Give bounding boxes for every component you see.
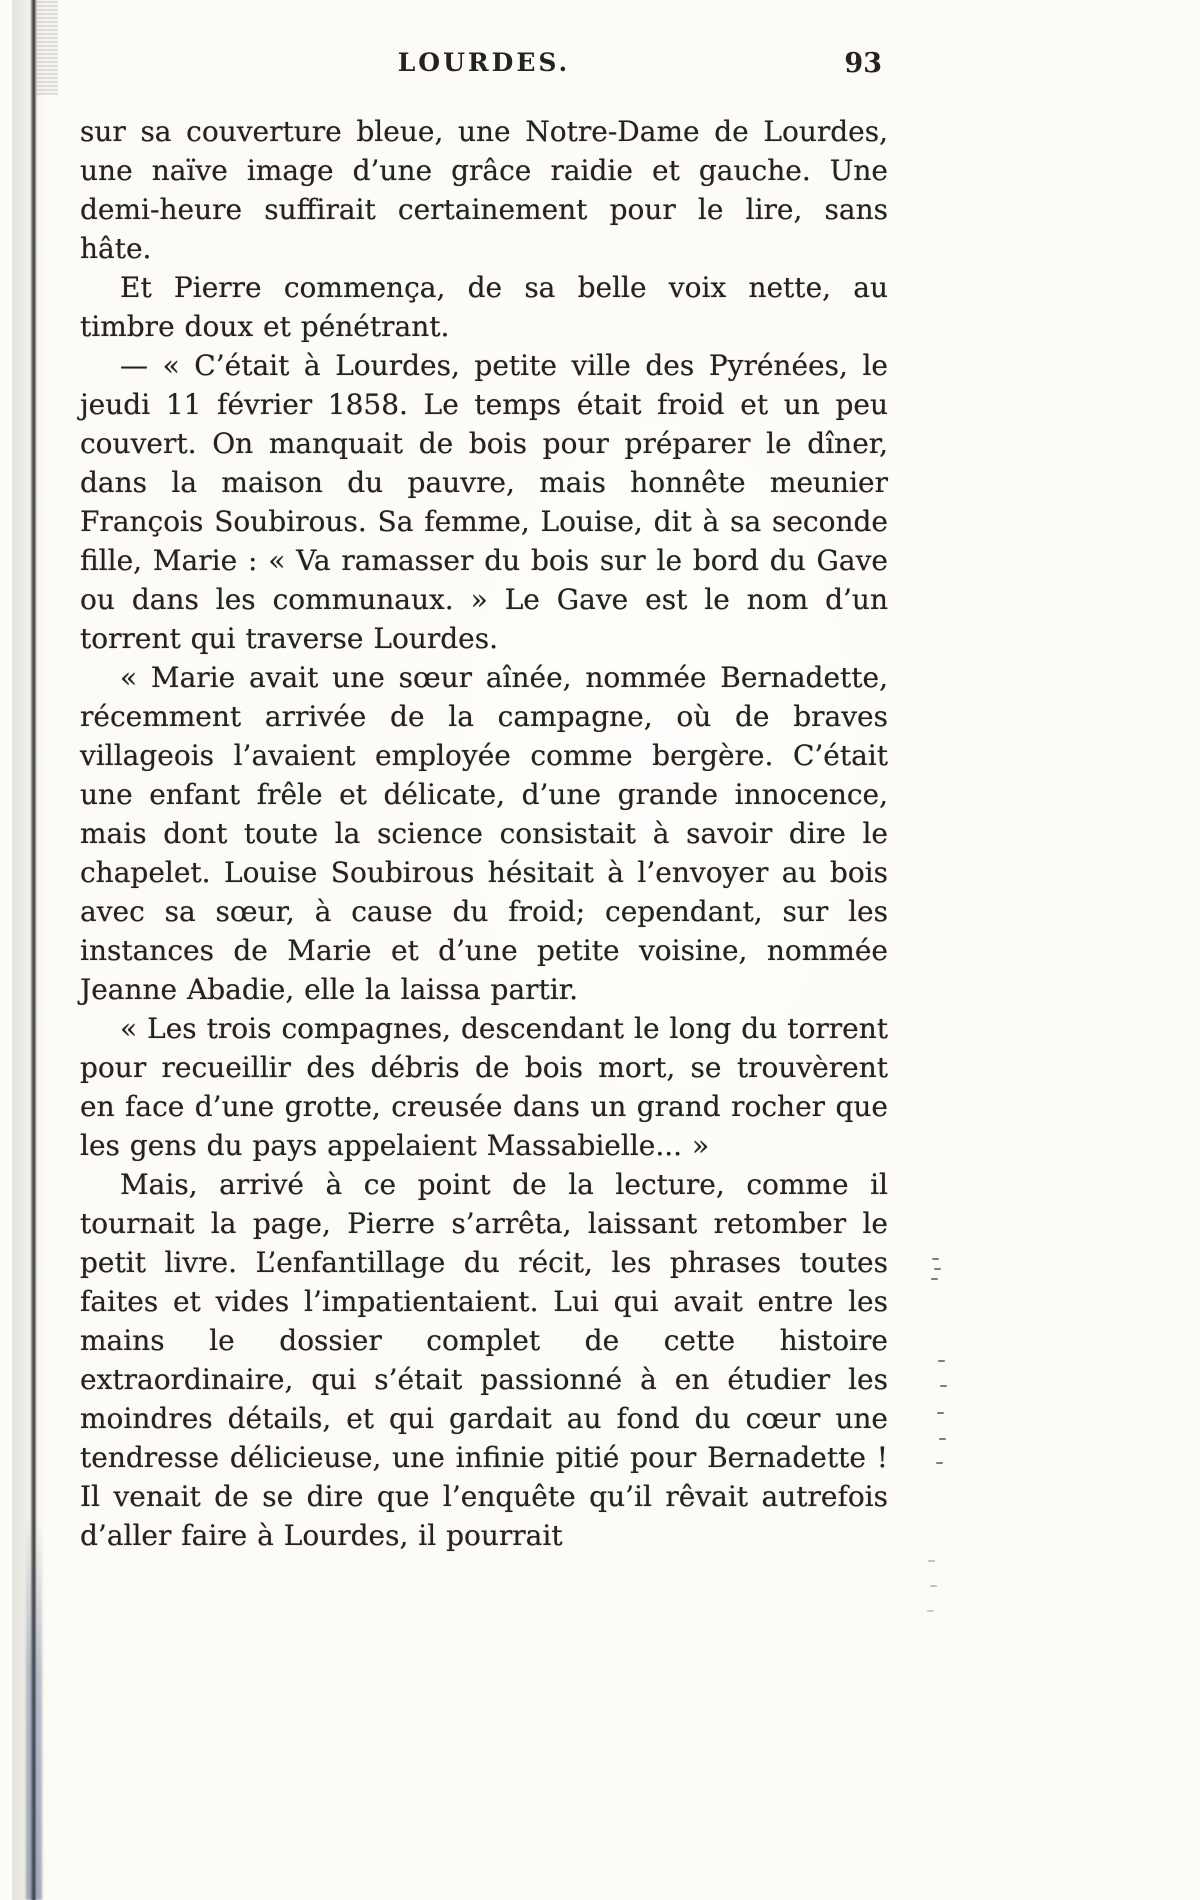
page-header xyxy=(80,48,888,94)
paragraph: Mais, arrivé à ce point de la lecture, comme il tournait la page, Pierre s’arrêta, laissant retomber le petit livre. L’enfantillage du récit, les phrases toutes faites et vides l’impatientaient. Lui qui avait entre les mains le dossier complet de cette histoire extraordinaire, qui s’était passionné à en étudier les moindres détails, et qui gardait au fond du cœur une tendresse délicieuse, une infinie pitié pour Bernadette ! Il venait de se dire que l’enquête qu’il rêvait autrefois d’aller faire à Lourdes, il pourrait xyxy=(80,1168,888,1552)
text-column xyxy=(80,48,888,1555)
scan-speck xyxy=(937,1412,944,1414)
scan-speck xyxy=(938,1360,945,1362)
scan-speck xyxy=(932,1258,939,1260)
scan-speck xyxy=(931,1278,938,1280)
scan-corner-smudge xyxy=(36,0,58,95)
running-title: LOURDES. xyxy=(397,48,571,77)
paragraph: « Marie avait une sœur aînée, nommée Bernadette, récemment arrivée de la campagne, où de braves villageois l’avaient employée comme bergère. C’était une enfant frêle et délicate, d’une grande innocence, mais dont toute la science consistait à savoir dire le chapelet. Louise Soubirous hésitait à l’envoyer au bois avec sa sœur, à cause du froid; cependant, sur les instances de Marie et d’une petite voisine, nommée Jeanne Abadie, elle la laissa partir. xyxy=(80,661,888,1006)
scan-speck xyxy=(927,1610,934,1612)
scan-speck xyxy=(939,1438,946,1440)
scan-speck xyxy=(930,1585,937,1587)
paragraph: « Les trois compagnes, descendant le long du torrent pour recueillir des débris de bois mort, se trouvèrent en face d’une grotte, creusée dans un grand rocher que les gens du pays appelaient Massabielle... » xyxy=(80,1012,888,1162)
scan-speck xyxy=(928,1560,935,1562)
scan-speck xyxy=(936,1462,943,1464)
binding-gutter-bottom-tint xyxy=(26,1520,42,1900)
scan-speck xyxy=(934,1268,941,1270)
paragraph: sur sa couverture bleue, une Notre-Dame de Lourdes, une naïve image d’une grâce raidie et gauche. Une demi-heure suffirait certainement pour le lire, sans hâte. xyxy=(80,115,888,265)
body-text xyxy=(80,112,888,1555)
page-number: 93 xyxy=(844,48,882,79)
scan-speck xyxy=(940,1385,947,1387)
paragraph: Et Pierre commença, de sa belle voix nette, au timbre doux et pénétrant. xyxy=(80,271,888,343)
paragraph: — « C’était à Lourdes, petite ville des Pyrénées, le jeudi 11 février 1858. Le temps était froid et un peu couvert. On manquait de bois pour préparer le dîner, dans la maison du pauvre, mais honnête meunier François Soubirous. Sa femme, Louise, dit à sa seconde fille, Marie : « Va ramasser du bois sur le bord du Gave ou dans les communaux. » Le Gave est le nom d’un torrent qui traverse Lourdes. xyxy=(80,349,888,655)
